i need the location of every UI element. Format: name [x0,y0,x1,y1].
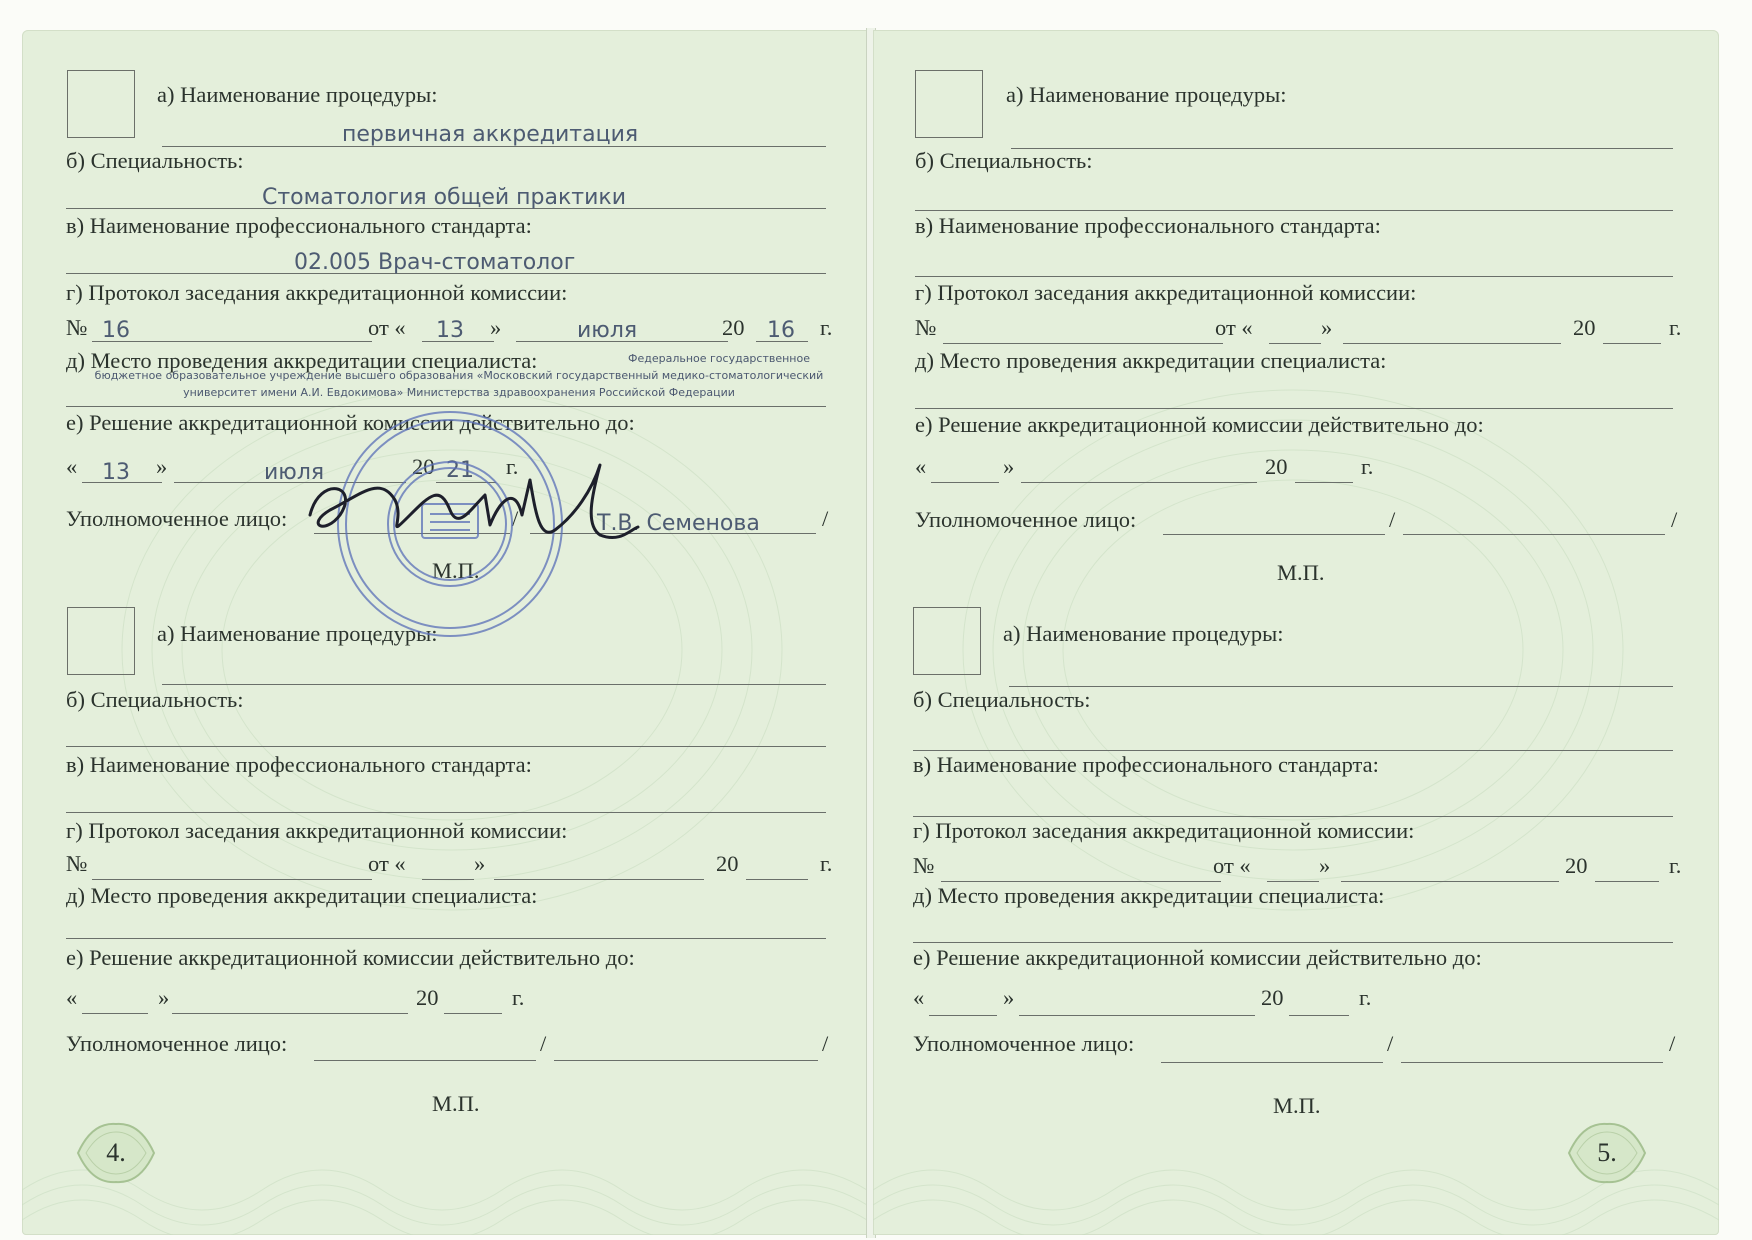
seal-place-label: М.П. [1273,1093,1321,1118]
value-protocol-month: июля [577,318,638,343]
protocol-number-sign: № [915,315,937,340]
label-procedure: а) Наименование процедуры: [1003,621,1284,646]
label-authorized: Уполномоченное лицо: [915,507,1137,532]
value-protocol-year: 16 [767,318,795,343]
slash: / [1669,1031,1676,1056]
label-specialty: б) Специальность: [66,687,244,712]
value-valid-year: 21 [446,458,474,483]
value-standard: 02.005 Врач-стоматолог [294,250,576,275]
label-standard: в) Наименование профессионального стандарта: [66,213,532,238]
value-procedure: первичная аккредитация [342,122,639,147]
seal-place-label: М.П. [432,1091,480,1116]
line-valid-month [1019,1015,1255,1016]
protocol-number-sign: № [66,851,88,876]
century-label: 20 [1565,853,1588,878]
line-protocol-day [1267,881,1319,882]
label-authorized: Уполномоченное лицо: [66,506,288,531]
label-place: д) Место проведения аккредитации специалиста: [66,883,538,908]
line-place [66,938,826,939]
label-procedure: а) Наименование процедуры: [1006,82,1287,107]
line-valid-year [1295,482,1353,483]
line-procedure [1011,148,1673,149]
line-standard [66,812,826,813]
year-suffix: г. [1359,985,1372,1010]
label-authorized: Уполномоченное лицо: [913,1031,1135,1056]
slash: / [822,1031,829,1056]
label-from: от « [368,315,406,340]
year-suffix: г. [1361,454,1374,479]
label-standard: в) Наименование профессионального стандарта: [915,213,1381,238]
label-protocol: г) Протокол заседания аккредитационной комиссии: [66,280,568,305]
close-quote: » [158,985,170,1010]
label-standard: в) Наименование профессионального стандарта: [66,752,532,777]
label-protocol: г) Протокол заседания аккредитационной комиссии: [66,818,568,843]
line-valid-day [82,1013,148,1014]
value-signer: Т.В. Семенова [597,511,760,536]
century-label: 20 [722,315,745,340]
value-protocol-no: 16 [102,318,130,343]
open-quote: « [913,985,925,1010]
line-protocol-no [92,879,372,880]
line-valid-month [1021,482,1257,483]
close-quote: » [490,315,502,340]
procedure-checkbox-1[interactable] [67,70,135,138]
handwritten-signature [300,455,640,565]
label-procedure: а) Наименование процедуры: [157,621,438,646]
line-protocol-no [92,341,372,342]
page-number-badge [1561,1120,1653,1186]
line-place [915,408,1673,409]
label-valid: е) Решение аккредитационной комиссии действительно до: [66,945,635,970]
year-suffix: г. [1669,315,1682,340]
line-valid-year [1289,1015,1349,1016]
close-quote: » [1321,315,1333,340]
value-protocol-day: 13 [436,318,464,343]
page-number: 5. [1597,1138,1617,1167]
label-place: д) Место проведения аккредитации специалиста: [66,348,538,373]
year-suffix: г. [820,315,833,340]
century-label: 20 [1265,454,1288,479]
open-quote: « [66,454,78,479]
line-protocol-year [1595,881,1659,882]
label-authorized: Уполномоченное лицо: [66,1031,288,1056]
label-place: д) Место проведения аккредитации специалиста: [913,883,1385,908]
century-label: 20 [416,985,439,1010]
line-signature [1163,534,1385,535]
line-valid-month [172,1013,408,1014]
seal-place-label: М.П. [1277,560,1325,585]
line-signer [554,1060,818,1061]
close-quote: » [1003,985,1015,1010]
line-signature [1161,1062,1383,1063]
line-place [913,942,1673,943]
close-quote: » [1003,454,1015,479]
value-place: Федеральное государственное бюджетное образовательное учреждение высшего образования «Московский государственный медико-стоматологический университет имени А.И. Евдокимова» Министерства здравоохранения Российской Федерации [94,352,824,399]
line-signature [314,1060,536,1061]
line-standard [913,816,1673,817]
year-suffix: г. [1669,853,1682,878]
line-protocol-year [746,879,808,880]
label-standard: в) Наименование профессионального стандарта: [913,752,1379,777]
label-place: д) Место проведения аккредитации специалиста: [915,348,1387,373]
label-specialty: б) Специальность: [913,687,1091,712]
year-suffix: г. [512,985,525,1010]
line-signer [1403,534,1665,535]
procedure-checkbox-3[interactable] [915,70,983,138]
page-5 [873,30,1719,1235]
open-quote: « [66,985,78,1010]
line-procedure [162,684,826,685]
line-protocol-month [1343,343,1561,344]
year-suffix: г. [820,851,833,876]
protocol-number-sign: № [913,853,935,878]
slash: / [512,506,519,531]
line-valid-day [931,482,999,483]
slash: / [540,1031,547,1056]
close-quote: » [474,851,486,876]
seal-place-label: М.П. [432,558,480,583]
century-label: 20 [1573,315,1596,340]
line-protocol-no [941,881,1221,882]
year-suffix: г. [506,454,519,479]
label-valid: е) Решение аккредитационной комиссии действительно до: [913,945,1482,970]
century-label: 20 [716,851,739,876]
line-protocol-year [1603,343,1661,344]
century-label: 20 [1261,985,1284,1010]
procedure-checkbox-4[interactable] [913,607,981,675]
line-protocol-month [494,879,704,880]
value-specialty: Стоматология общей практики [262,185,626,210]
value-valid-day: 13 [102,460,130,485]
label-from: от « [368,851,406,876]
label-valid: е) Решение аккредитационной комиссии действительно до: [66,410,635,435]
line-valid-year [444,1013,502,1014]
close-quote: » [156,454,168,479]
century-label: 20 [412,454,435,479]
slash: / [822,506,829,531]
slash: / [1387,1031,1394,1056]
line-valid-day [929,1015,997,1016]
line-specialty [913,750,1673,751]
line-specialty [915,210,1673,211]
page-number: 4. [106,1138,126,1167]
line-protocol-month [1341,881,1559,882]
slash: / [1389,507,1396,532]
line-procedure [1009,686,1673,687]
label-specialty: б) Специальность: [66,148,244,173]
procedure-checkbox-2[interactable] [67,607,135,675]
line-standard [915,276,1673,277]
label-protocol: г) Протокол заседания аккредитационной комиссии: [915,280,1417,305]
label-protocol: г) Протокол заседания аккредитационной комиссии: [913,818,1415,843]
label-from: от « [1215,315,1253,340]
close-quote: » [1319,853,1331,878]
page-number-badge [70,1120,162,1186]
line-protocol-day [1269,343,1321,344]
line-protocol-day [422,879,474,880]
label-specialty: б) Специальность: [915,148,1093,173]
line-protocol-no [943,343,1223,344]
label-from: от « [1213,853,1251,878]
slash: / [1671,507,1678,532]
value-valid-month: июля [264,460,325,485]
label-valid: е) Решение аккредитационной комиссии действительно до: [915,412,1484,437]
label-procedure: а) Наименование процедуры: [157,82,438,107]
open-quote: « [915,454,927,479]
protocol-number-sign: № [66,315,88,340]
line-specialty [66,746,826,747]
line-signer [1401,1062,1663,1063]
